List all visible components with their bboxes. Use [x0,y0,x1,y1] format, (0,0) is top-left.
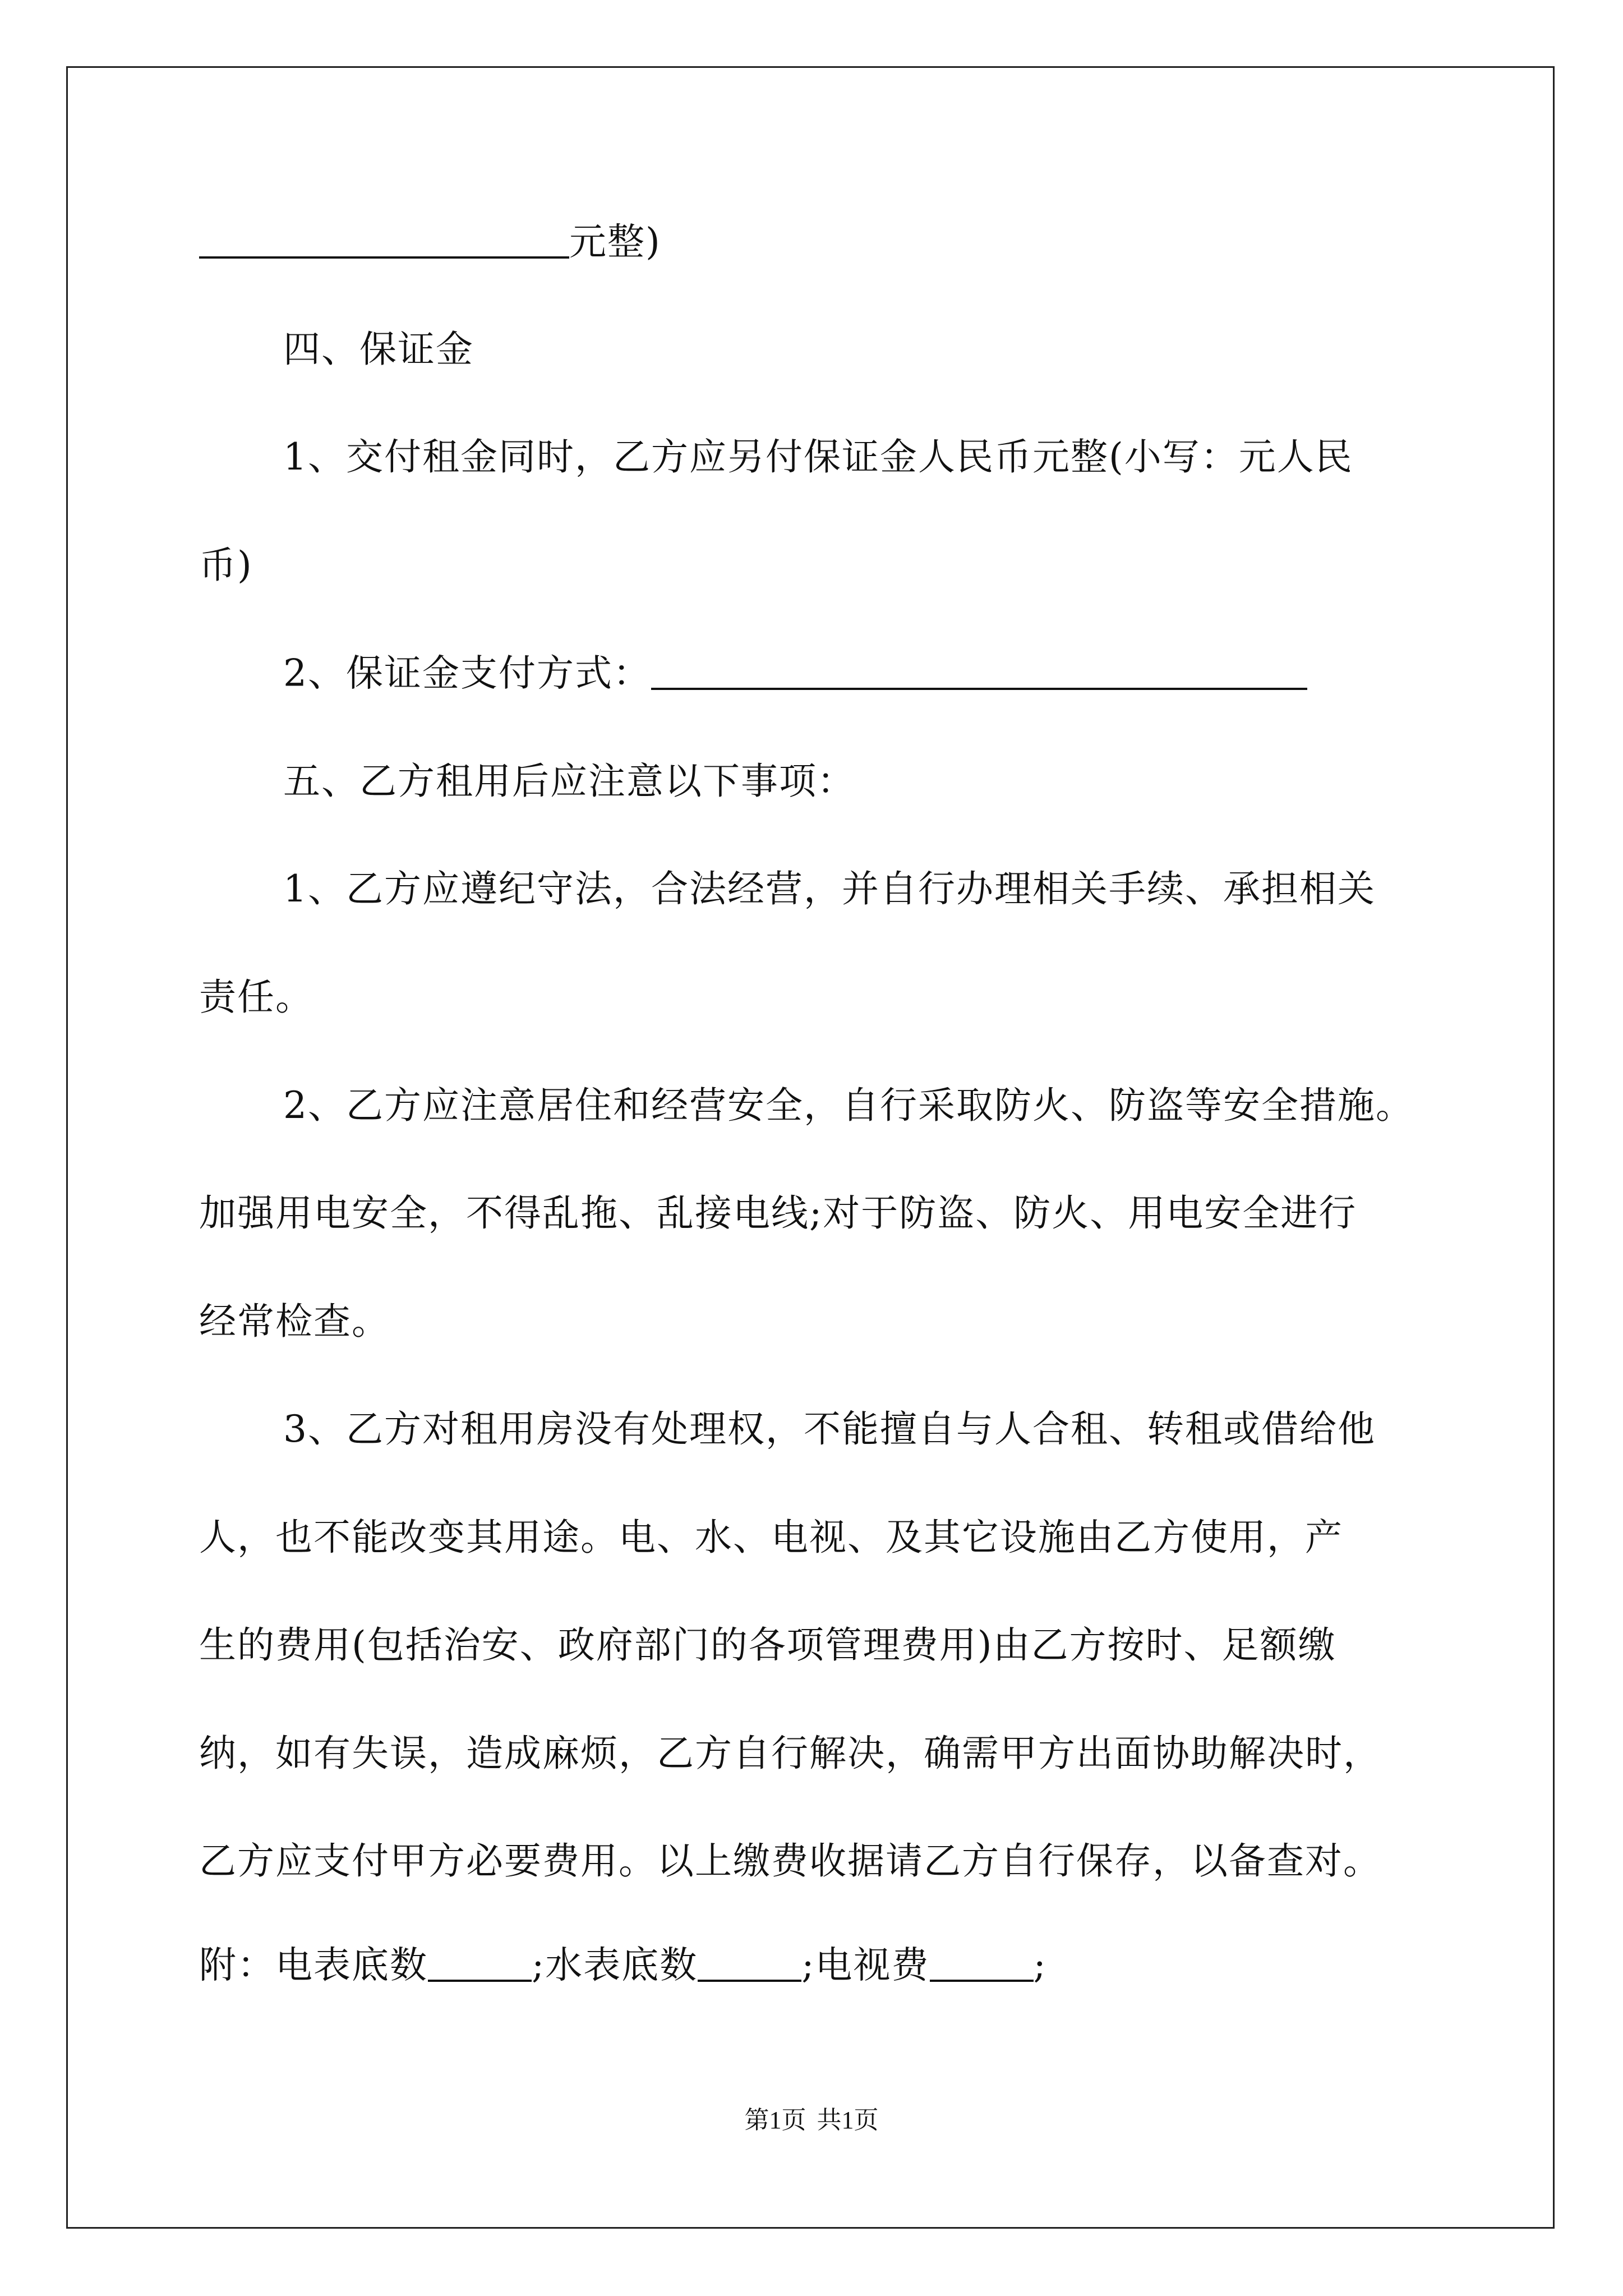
amount-line [199,220,661,264]
deposit-method-label: 2、保证金支付方式： [283,651,651,695]
page-number: 第1页 [744,2106,806,2134]
deposit-method-line [283,651,1307,695]
paragraph-line: 乙方应支付甲方必要费用。以上缴费收据请乙方自行保存，以备查对。 [199,1839,1381,1883]
paragraph-line: 1、乙方应遵纪守法，合法经营，并自行办理相关手续、承担相关 [283,867,1376,910]
section-heading-notes: 五、乙方租用后应注意以下事项： [283,760,855,803]
meter-line-end: ; [1033,1943,1047,1987]
section-heading-deposit: 四、保证金 [283,328,474,371]
deposit-method-blank [651,655,1307,690]
page-footer [0,2108,1623,2133]
page-total: 共1页 [817,2106,879,2134]
paragraph-line: 3、乙方对租用房没有处理权，不能擅自与人合租、转租或借给他 [283,1407,1376,1451]
tv-fee-blank [930,1947,1034,1982]
paragraph-line: 加强用电安全，不得乱拖、乱接电线;对于防盗、防火、用电安全进行 [199,1191,1357,1235]
tv-fee-label: ;电视费 [801,1943,930,1987]
paragraph-line: 纳，如有失误，造成麻烦，乙方自行解决，确需甲方出面协助解决时， [199,1732,1381,1775]
paragraph-line: 1、交付租金同时，乙方应另付保证金人民币元整(小写：元人民 [283,435,1353,478]
water-meter-blank [698,1947,801,1982]
paragraph-line: 生的费用(包括治安、政府部门的各项管理费用)由乙方按时、足额缴 [199,1623,1336,1667]
electric-meter-blank [428,1947,532,1982]
water-meter-label: ;水表底数 [532,1943,698,1987]
paragraph-line: 责任。 [199,976,313,1019]
amount-blank [199,223,569,259]
paragraph-line: 2、乙方应注意居住和经营安全，自行采取防火、防盗等安全措施。 [283,1084,1414,1127]
page-border [66,66,1555,2229]
paragraph-line: 币) [199,544,253,587]
paragraph-line: 经常检查。 [199,1300,390,1343]
electric-meter-label: 附：电表底数 [199,1943,428,1987]
meter-readings-line [199,1943,1047,1987]
amount-text: 元整) [569,220,661,264]
paragraph-line: 人，也不能改变其用途。电、水、电视、及其它设施由乙方使用，产 [199,1516,1343,1559]
